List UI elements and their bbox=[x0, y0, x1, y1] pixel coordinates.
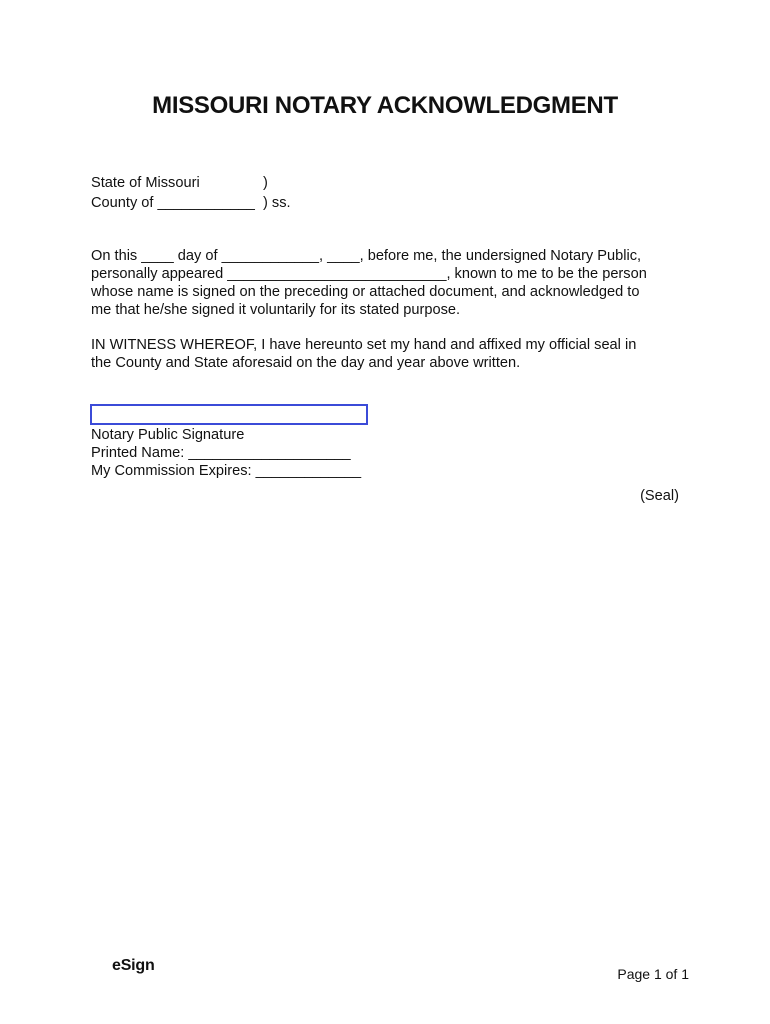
notary-signature-field[interactable] bbox=[90, 404, 368, 425]
printed-name-line: Printed Name: ____________________ bbox=[91, 445, 351, 461]
witness-line: the County and State aforesaid on the day and year above written. bbox=[91, 355, 521, 371]
signature-label: Notary Public Signature bbox=[91, 427, 245, 443]
venue-state: State of Missouri bbox=[91, 175, 200, 191]
venue-state-paren: ) bbox=[263, 175, 268, 191]
body-line: me that he/she signed it voluntarily for its stated purpose. bbox=[91, 302, 461, 318]
venue-county-paren: ) ss. bbox=[263, 195, 291, 211]
venue-county: County of ____________ bbox=[91, 195, 255, 211]
esign-logo: eSign bbox=[112, 957, 155, 974]
witness-line: IN WITNESS WHEREOF, I have hereunto set my hand and affixed my official seal in bbox=[91, 337, 637, 353]
body-line: On this ____ day of ____________, ____, before me, the undersigned Notary Public, bbox=[91, 248, 642, 264]
body-line: whose name is signed on the preceding or attached document, and acknowledged to bbox=[91, 284, 640, 300]
commission-expires-line: My Commission Expires: _____________ bbox=[91, 463, 362, 479]
body-line: personally appeared ___________________________, known to me to be the person bbox=[91, 266, 647, 282]
seal-label: (Seal) bbox=[640, 488, 679, 504]
document-title: MISSOURI NOTARY ACKNOWLEDGMENT bbox=[152, 92, 618, 119]
page-number: Page 1 of 1 bbox=[617, 966, 689, 982]
